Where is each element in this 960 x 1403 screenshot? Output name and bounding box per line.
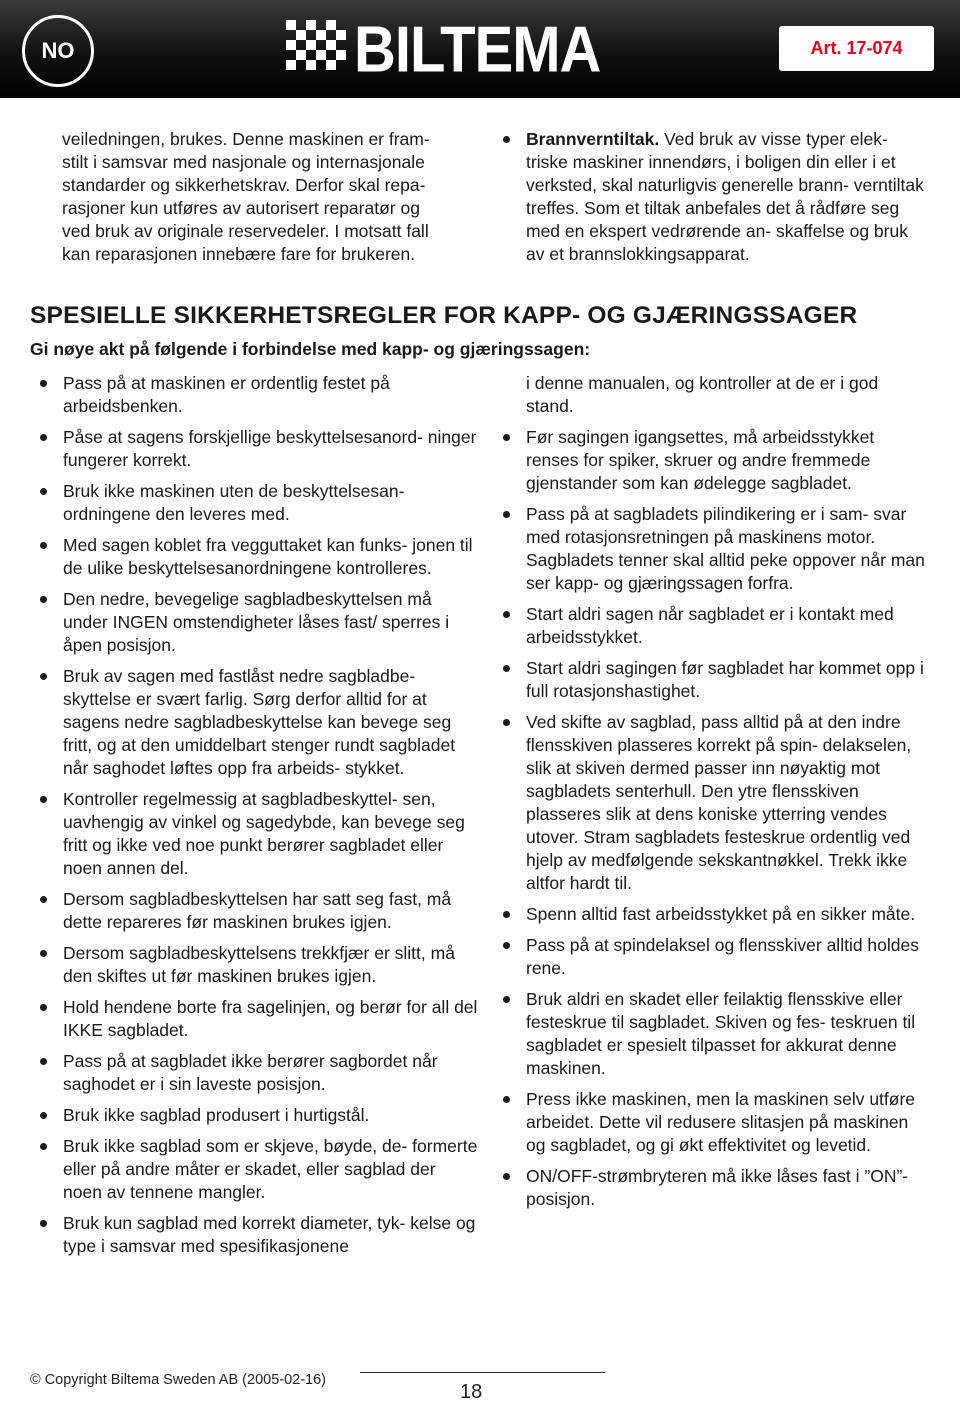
list-item: Pass på at maskinen er ordentlig festet på arbeidsbenken. (39, 372, 479, 418)
section-subtitle: Gi nøye akt på følgende i forbindelse med kapp- og gjæringssagen: (30, 339, 591, 359)
list-item: Den nedre, bevegelige sagbladbeskyttelsen må under INGEN omstendigheter låses fast/ sperres i åpen posisjon. (39, 588, 479, 657)
intro-left-line: rasjoner kun utføres av autorisert reparatør og (62, 198, 420, 218)
list-item: Start aldri sagingen før sagbladet har kommet opp i full rotasjonshastighet. (502, 657, 930, 703)
article-number: Art. 17-074 (779, 26, 934, 71)
safety-list-right (502, 372, 930, 1219)
header-bar (0, 0, 960, 98)
list-item: Pass på at spindelaksel og flensskiver alltid holdes rene. (502, 934, 930, 980)
list-item: Bruk ikke sagblad som er skjeve, bøyde, de- formerte eller på andre måter er skadet, eller sagblad der noen av tennene mangler. (39, 1135, 479, 1204)
fire-safety-item (502, 128, 930, 266)
intro-left-line: ved bruk av originale reservedeler. I motsatt fall (62, 221, 429, 241)
list-item: Pass på at sagbladets pilindikering er i sam- svar med rotasjonsretningen på maskinens motor. Sagbladets tenner skal alltid peke oppover når man ser kapp- og gjæringssagen forfra. (502, 503, 930, 595)
list-item: Med sagen koblet fra vegguttaket kan funks- jonen til de ulike beskyttelsesanordningene kontrolleres. (39, 534, 479, 580)
list-item: Påse at sagens forskjellige beskyttelsesanord- ninger fungerer korrekt. (39, 426, 479, 472)
intro-left-line: stilt i samsvar med nasjonale og internasjonale (62, 152, 425, 172)
list-item: Bruk aldri en skadet eller feilaktig flensskive eller festeskrue til sagbladet. Skiven og fes- teskruen til sagbladet er spesielt tilpasset for akkurat denne maskinen. (502, 988, 930, 1080)
list-item: Bruk kun sagblad med korrekt diameter, tyk- kelse og type i samsvar med spesifikasjonene (39, 1212, 479, 1258)
list-item: Dersom sagbladbeskyttelsen har satt seg fast, må dette repareres før maskinen brukes igjen. (39, 888, 479, 934)
copyright: © Copyright Biltema Sweden AB (2005-02-16) (30, 1372, 327, 1388)
list-item: Bruk av sagen med fastlåst nedre sagbladbe- skyttelse er svært farlig. Sørg derfor alltid for at sagens nedre sagbladbeskyttelse kan bevege seg fritt, og at den umiddelbart stenger rundt sagbladet når saghodet løftes opp fra arbeids- stykket. (39, 665, 479, 780)
list-item: Spenn alltid fast arbeidsstykket på en sikker måte. (502, 903, 930, 926)
safety-list-left (39, 372, 479, 1266)
intro-left-line: veiledningen, brukes. Denne maskinen er fram- (62, 129, 430, 149)
intro-left-line: kan reparasjonen innebære fare for brukeren. (62, 244, 416, 264)
list-item: Hold hendene borte fra sagelinjen, og berør for all del IKKE sagbladet. (39, 996, 479, 1042)
intro-left-paragraph (62, 128, 482, 266)
language-badge: NO (22, 15, 94, 87)
list-item: Før sagingen igangsettes, må arbeidsstykket renses for spiker, skruer og andre fremmede gjenstander som kan ødelegge sagbladet. (502, 426, 930, 495)
list-item: Start aldri sagen når sagbladet er i kontakt med arbeidsstykket. (502, 603, 930, 649)
list-item: Bruk ikke maskinen uten de beskyttelsesan- ordningene den leveres med. (39, 480, 479, 526)
list-item-continuation: i denne manualen, og kontroller at de er i god stand. (526, 373, 879, 416)
biltema-logo (286, 13, 676, 86)
section-title: SPESIELLE SIKKERHETSREGLER FOR KAPP- OG GJÆRINGSSAGER (30, 302, 858, 329)
brand-wordmark: BILTEMA (354, 13, 601, 86)
list-item: Bruk ikke sagblad produsert i hurtigstål. (39, 1104, 479, 1127)
list-item: ON/OFF-strømbryteren må ikke låses fast i ”ON”-posisjon. (502, 1165, 930, 1211)
intro-left-line: standarder og sikkerhetskrav. Derfor skal repa- (62, 175, 426, 195)
list-item: Dersom sagbladbeskyttelsens trekkfjær er slitt, må den skiftes ut før maskinen brukes igjen. (39, 942, 479, 988)
list-item: Pass på at sagbladet ikke berører sagbordet når saghodet er i sin laveste posisjon. (39, 1050, 479, 1096)
page-number: 18 (460, 1381, 483, 1403)
fire-safety-heading: Brannverntiltak. (526, 129, 660, 149)
fire-safety-text: Ved bruk av visse typer elek- triske maskiner innendørs, i boligen din eller i et verksted, skal naturligvis generelle brann- verntiltak treffes. Som et tiltak anbefales det å rådføre seg med en ekspert vedrørende an- skaffelse og bruk av et brannslokkingsapparat. (526, 129, 924, 264)
list-item: Ved skifte av sagblad, pass alltid på at den indre flensskiven plasseres korrekt på spin- delakselen, slik at skiven dermed passer inn nøyaktig mot sagbladets senterhull. Den ytre flensskiven plasseres slik at dens koniske ytterring vendes utover. Stram sagbladets festeskrue ordentlig ved hjelp av medfølgende sekskantnøkkel. Trekk ikke altfor hardt til. (502, 711, 930, 895)
list-item: Press ikke maskinen, men la maskinen selv utføre arbeidet. Dette vil redusere slitasjen på maskinen og sagbladet, og gi økt effektivitet og levetid. (502, 1088, 930, 1157)
footer-divider (360, 1372, 605, 1373)
list-item: Kontroller regelmessig at sagbladbeskyttel- sen, uavhengig av vinkel og sagedybde, kan bevege seg fritt og ikke ved noe punkt berører sagbladet eller noen annen del. (39, 788, 479, 880)
intro-right-paragraph (502, 128, 930, 274)
checkered-flag-icon (286, 20, 348, 76)
